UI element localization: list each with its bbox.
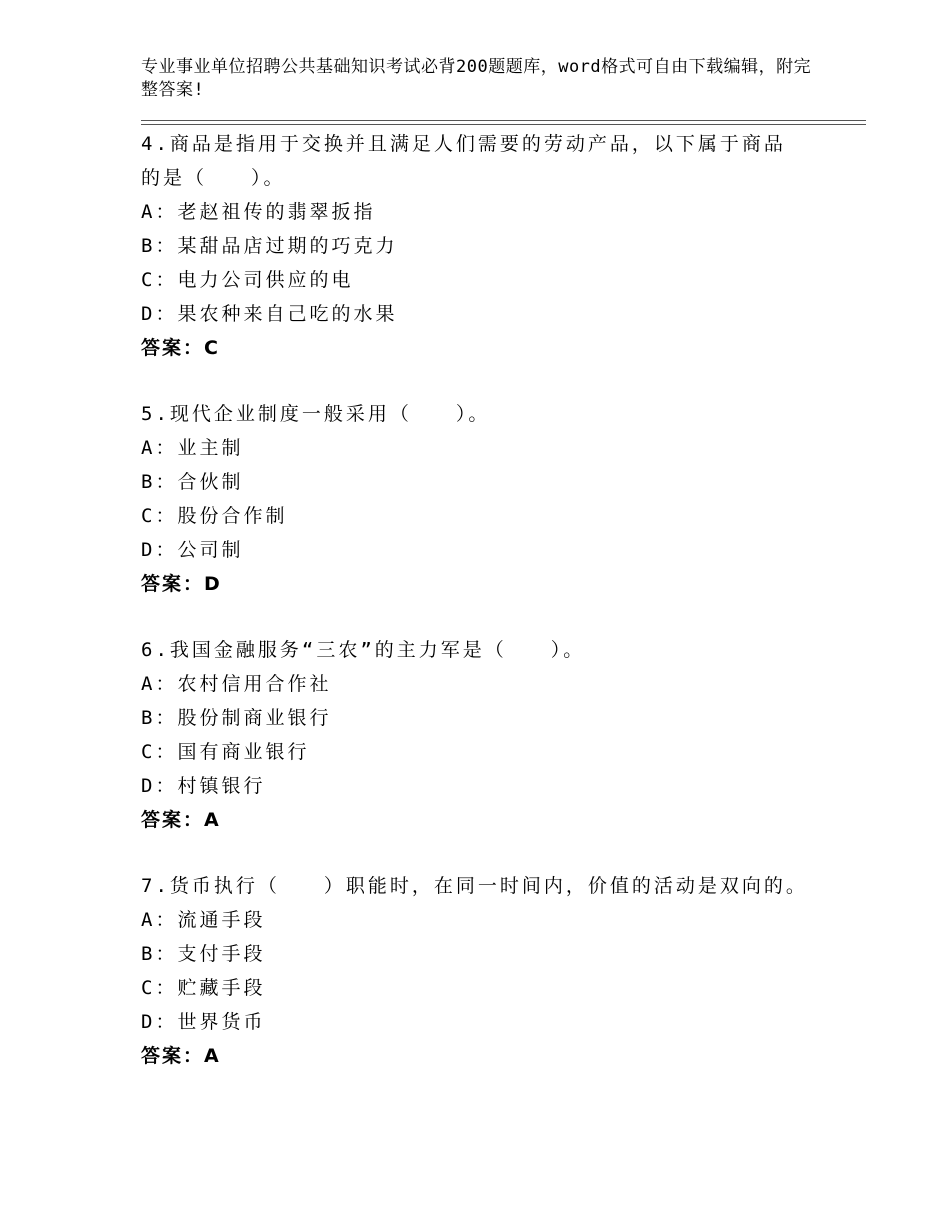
option-a: A：流通手段 — [141, 909, 266, 931]
question-stem: 7.货币执行（ ）职能时，在同一时间内，价值的活动是双向的。 — [141, 875, 808, 897]
question-stem: 4.商品是指用于交换并且满足人们需要的劳动产品，以下属于商品的是（ ）。 — [141, 133, 786, 189]
question-4 — [141, 127, 841, 365]
answer-label: 答案：A — [141, 809, 221, 831]
question-6 — [141, 633, 841, 837]
option-c: C：电力公司供应的电 — [141, 269, 354, 291]
answer-label: 答案：A — [141, 1045, 221, 1067]
option-c: C：国有商业银行 — [141, 741, 310, 763]
option-c: C：贮藏手段 — [141, 977, 266, 999]
option-a: A：老赵祖传的翡翠扳指 — [141, 201, 376, 223]
option-b: B：股份制商业银行 — [141, 707, 332, 729]
option-b: B：某甜品店过期的巧克力 — [141, 235, 398, 257]
question-stem: 5.现代企业制度一般采用（ ）。 — [141, 403, 491, 425]
header-divider — [141, 120, 866, 125]
question-5 — [141, 397, 841, 601]
question-7 — [141, 869, 841, 1073]
option-d: D：公司制 — [141, 539, 244, 561]
header-text: 专业事业单位招聘公共基础知识考试必背200题题库，word格式可自由下载编辑，附完整答案! — [141, 57, 812, 100]
option-d: D：世界货币 — [141, 1011, 266, 1033]
question-stem: 6.我国金融服务“三农”的主力军是（ ）。 — [141, 639, 586, 661]
option-c: C：股份合作制 — [141, 505, 288, 527]
option-b: B：支付手段 — [141, 943, 266, 965]
option-d: D：果农种来自己吃的水果 — [141, 303, 398, 325]
option-a: A：业主制 — [141, 437, 244, 459]
question-list — [141, 127, 841, 1105]
option-a: A：农村信用合作社 — [141, 673, 332, 695]
document-header — [141, 56, 821, 102]
option-d: D：村镇银行 — [141, 775, 266, 797]
answer-label: 答案：D — [141, 573, 222, 595]
answer-label: 答案：C — [141, 337, 220, 359]
option-b: B：合伙制 — [141, 471, 244, 493]
